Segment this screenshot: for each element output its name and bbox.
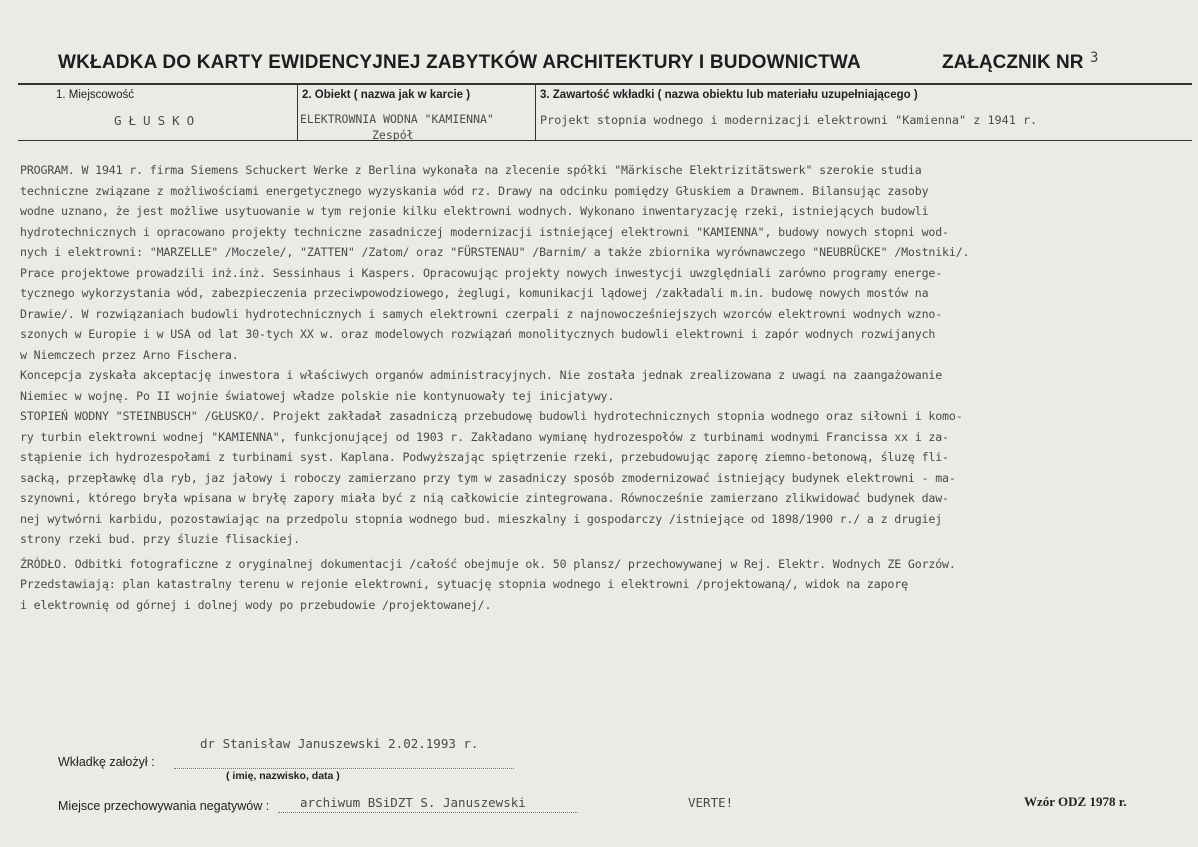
- place-value: GŁUSKO: [114, 113, 202, 128]
- field-divider-1: [297, 84, 298, 140]
- author-label: Wkładkę założył :: [58, 755, 155, 769]
- author-dotted-line: [174, 768, 514, 769]
- body-line: Prace projektowe prowadzili inż.inż. Sessinhaus i Kaspers. Opracowując projekty nowych inwestycji uwzględniali zarówno programy energe-: [20, 265, 943, 280]
- body-line: PROGRAM. W 1941 r. firma Siemens Schuckert Werke z Berlina wykonała na zlecenie spółki "Märkische Elektrizitätswerk" szerokie studia: [20, 163, 922, 177]
- body-line: i elektrownię od górnej i dolnej wody po przebudowie /projektowanej/.: [20, 597, 492, 612]
- body-line: szynowni, którego bryła wpisana w bryłę zapory miała być z nią całkowicie zintegrowana. Równocześnie zamierzano zlikwidować budynek daw-: [20, 491, 949, 505]
- body-line: strony rzeki bud. przy śluzie flisackiej.: [20, 532, 301, 546]
- body-line: stąpienie ich hydrozespołami z turbinami syst. Kaplana. Podwyższając spiętrzenie rzeki, przebudowując zaporę ziemno-betonową, śluzę fli-: [20, 450, 949, 464]
- top-rule: [18, 83, 1192, 85]
- body-line: tycznego wykorzystania wód, zabezpieczenia przeciwpowodziowego, żeglugi, komunikacji lądowej /zakładali m.in. budowę nowych mostów na: [20, 286, 929, 300]
- form-id: Wzór ODZ 1978 r.: [1024, 794, 1127, 809]
- body-line: nej wytwórni karbidu, pozostawiając na przedpolu stopnia wodnego bud. mieszkalny i gospodarczy /istniejące od 1898/1900 r./ a z drugiej: [20, 511, 943, 526]
- field-divider-2: [535, 84, 536, 140]
- description-body: [20, 160, 1192, 615]
- body-line: hydrotechnicznych i opracowano projekty techniczne zasadniczej modernizacji istniejącej elektrowni "KAMIENNA", budowy nowych stopni wod-: [20, 224, 949, 239]
- object-value-line1: ELEKTROWNIA WODNA "KAMIENNA": [300, 112, 494, 126]
- body-line: wodne uznano, że jest możliwe usytuowanie w tym rejonie kilku elektrowni wodnych. Wykonano inwentaryzację rzeki, istniejących budowli: [20, 204, 929, 218]
- body-line: STOPIEŃ WODNY "STEINBUSCH" /GŁUSKO/. Projekt zakładał zasadniczą przebudowę budowli hydrotechnicznych stopnia wodnego oraz siłowni i komo-: [20, 409, 963, 423]
- body-line: sacką, przepławkę dla ryb, jaz jałowy i roboczy zamierzano przy tym w zasadniczy sposób zmodernizować istniejący budynek elektrowni - ma-: [20, 470, 956, 485]
- negatives-label: Miejsce przechowywania negatywów :: [58, 799, 270, 813]
- form-title: WKŁADKA DO KARTY EWIDENCYJNEJ ZABYTKÓW ARCHITEKTURY I BUDOWNICTWA: [58, 52, 861, 73]
- body-line: techniczne związane z możliwościami energetycznego wyzyskania wód rz. Drawy na odcinku pomiędzy Głuskiem a Drawnem. Bilansując zasoby: [20, 183, 929, 198]
- body-line: Koncepcja zyskała akceptację inwestora i właściwych organów administracyjnych. Nie została jednak zrealizowana z uwagi na zaangażowanie: [20, 368, 943, 382]
- body-line: szonych w Europie i w USA od lat 30-tych XX w. oraz modelowych rozwiązań monolitycznych budowli elektrowni i zapór wodnych rozwijanych: [20, 327, 936, 341]
- annex-label: ZAŁĄCZNIK NR: [942, 52, 1084, 73]
- fields-bottom-rule: [18, 140, 1192, 141]
- annex-number: 3: [1090, 50, 1099, 66]
- verte-note: VERTE!: [688, 795, 734, 810]
- body-line: Niemiec w wojnę. Po II wojnie światowej władze polskie nie kontynuowały tej inicjatywy.: [20, 388, 615, 403]
- negatives-dotted-line: [278, 812, 578, 813]
- body-line: ŹRÓDŁO. Odbitki fotograficzne z oryginalnej dokumentacji /całość obejmuje ok. 50 plansz/ przechowywanej w Rej. Elektr. Wodnych ZE Gorzów.: [20, 556, 956, 571]
- place-label: 1. Miejscowość: [56, 89, 134, 101]
- author-caption: ( imię, nazwisko, data ): [226, 770, 340, 782]
- content-value: Projekt stopnia wodnego i modernizacji elektrowni "Kamienna" z 1941 r.: [540, 113, 1038, 127]
- body-line: Drawie/. W rozwiązaniach budowli hydrotechnicznych i samych elektrowni czerpali z najnowocześniejszych wzorców elektrowni wodnych wzno-: [20, 306, 943, 321]
- content-label: 3. Zawartość wkładki ( nazwa obiektu lub materiału uzupełniającego ): [540, 89, 918, 101]
- body-line: ry turbin elektrowni wodnej "KAMIENNA", funkcjonującej od 1903 r. Zakładano wymianę hydrozespołów z turbinami wodnymi Francissa xx i za-: [20, 429, 949, 444]
- body-line: nych i elektrowni: "MARZELLE" /Moczele/, "ZATTEN" /Zatom/ oraz "FÜRSTENAU" /Barnim/ a także zbiornika wyrównawczego "NEUBRÜCKE" /Mostniki/.: [20, 245, 970, 259]
- negatives-value: archiwum BSiDZT S. Januszewski: [300, 795, 526, 810]
- object-label: 2. Obiekt ( nazwa jak w karcie ): [302, 89, 471, 101]
- body-line: Przedstawiają: plan katastralny terenu w rejonie elektrowni, sytuację stopnia wodnego i elektrowni /projektowaną/, widok na zaporę: [20, 577, 908, 591]
- object-value-line2: Zespół: [372, 128, 414, 142]
- body-line: w Niemczech przez Arno Fischera.: [20, 347, 239, 362]
- author-value: dr Stanisław Januszewski 2.02.1993 r.: [200, 736, 479, 751]
